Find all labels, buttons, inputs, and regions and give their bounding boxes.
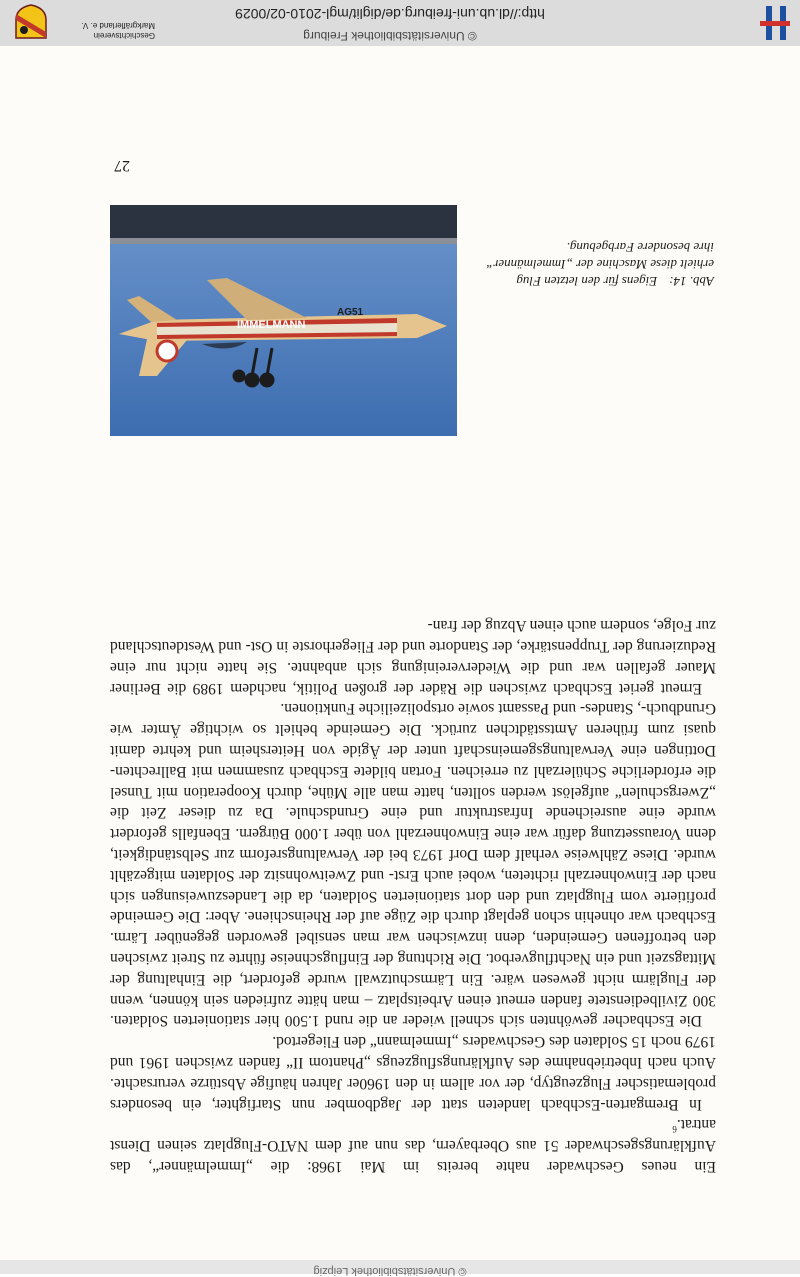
page-number: 27 xyxy=(114,157,130,174)
paragraph: Ein neues Geschwader nahte bereits im Mai 1968: die „Immelmänner“, das Aufklärungsgeschwader 51 aus Oberbayern, das nun auf dem NATO-Flugplatz seinen Dienst antrat.$^6$ xyxy=(110,1116,716,1175)
squadron-emblem xyxy=(157,341,177,361)
footer-bar xyxy=(0,0,800,46)
aircraft-photo xyxy=(110,205,457,436)
society-name: Geschichtsverein Markgräflerland e. V. xyxy=(81,21,155,40)
tail-code: AG51 xyxy=(337,307,364,318)
paragraph: Erneut geriet Eschbach zwischen die Räder der großen Politik, nachdem 1989 die Berliner Mauer gefallen war und die Wiedervereinigung sich anbahnte. Sie hatte nicht nur eine Reduzierung der Truppenstärke, der Standorte und der Fliegerhorste in Ost- und Westdeutschland zur Folge, sondern auch einen Abzug der fran- xyxy=(110,617,716,697)
header-copyright: © Universitätsbibliothek Leipzig xyxy=(313,1265,467,1277)
figure-caption xyxy=(484,239,714,290)
horizon xyxy=(110,238,457,244)
ground xyxy=(110,205,457,240)
caption-text: Eigens für den letzten Flug erhielt diese Maschine der „Immelmänner“ ihre besondere Farbgebung. xyxy=(486,240,714,289)
footer-copyright: © Universitätsbibliothek Freiburg xyxy=(303,29,477,43)
footnote-marker: 6 xyxy=(672,1124,677,1135)
paragraph: In Bremgarten-Eschbach landeten statt der Jagdbomber nun Starfighter, ein besonders problematischer Flugzeugtyp, der vor allem in den 1960er Jahren häufige Abstürze verursachte. Auch nach Inbetriebnahme des Aufklärungsflugzeugs „Phantom II“ fanden zwischen 1961 und 1979 noch 15 Soldaten des Geschwaders „Immelmann“ den Fliegertod. xyxy=(110,1033,716,1113)
header-bar xyxy=(0,1260,800,1277)
paragraph: Die Eschbacher gewöhnten sich schnell wieder an die rund 1.500 hier stationierten Soldaten. 300 Zivilbedienstete fanden erneut einen Arbeitsplatz – man hätte zufrieden sein können, wenn der Fluglärm nicht gewesen wäre. Ein Lärmschutzwall wurde gefordert, die Einhaltung der Mittagszeit und ein Nachtflugverbot. Die Richtung der Einflugschneise führte zu Streit zwischen den betroffenen Gemeinden, denn inzwischen war man sensibel geworden gegenüber Lärm. Eschbach war ohnehin schon geplagt durch die Züge auf der Rheinschiene. Aber: Die Gemeinde profitierte vom Flugplatz und den dort stationierten Soldaten, da die Landeszuweisungen sich nach der Einwohnerzahl richteten, wobei auch Erst- und Zweitwohnsitz der Soldaten mitgezählt wurde. Diese Zählweise verhalf dem Dorf 1973 bei der Verwaltungsreform zur Selbständigkeit, denn Voraussetzung dafür war eine Einwohnerzahl von über 1.000 Bürgern. Ebenfalls gefordert wurde eine ausreichende Infrastruktur und eine Grundschule. Da zu dieser Zeit die „Zwergschulen“ aufgelöst werden sollten, hatte man alle Mühe, durch Kooperation mit Tunsel die erforderliche Schülerzahl zu erreichen. Fortan bildete Eschbach zusammen mit Ballrechten-Dottingen eine Verwaltungsgemeinschaft unter der Ägide von Heitersheim und kehrte damit quasi zum früheren Amtsstädtchen zurück. Die Gemeinde behielt so wichtige Ämter wie Grundbuch-, Standes- und Passamt sowie ortspolizeiliche Funktionen. xyxy=(110,700,716,1030)
caption-label: Abb. 14: xyxy=(669,274,714,289)
fuselage-lettering: IMMELMANN xyxy=(237,319,306,331)
article-body xyxy=(110,614,716,1176)
coat-of-arms-icon xyxy=(14,4,48,40)
ub-logo-icon xyxy=(750,2,792,44)
aircraft-illustration xyxy=(110,205,457,436)
document-url[interactable]: http://dl.ub.uni-freiburg.de/diglit/mgl-2010-02/0029 xyxy=(235,6,545,22)
